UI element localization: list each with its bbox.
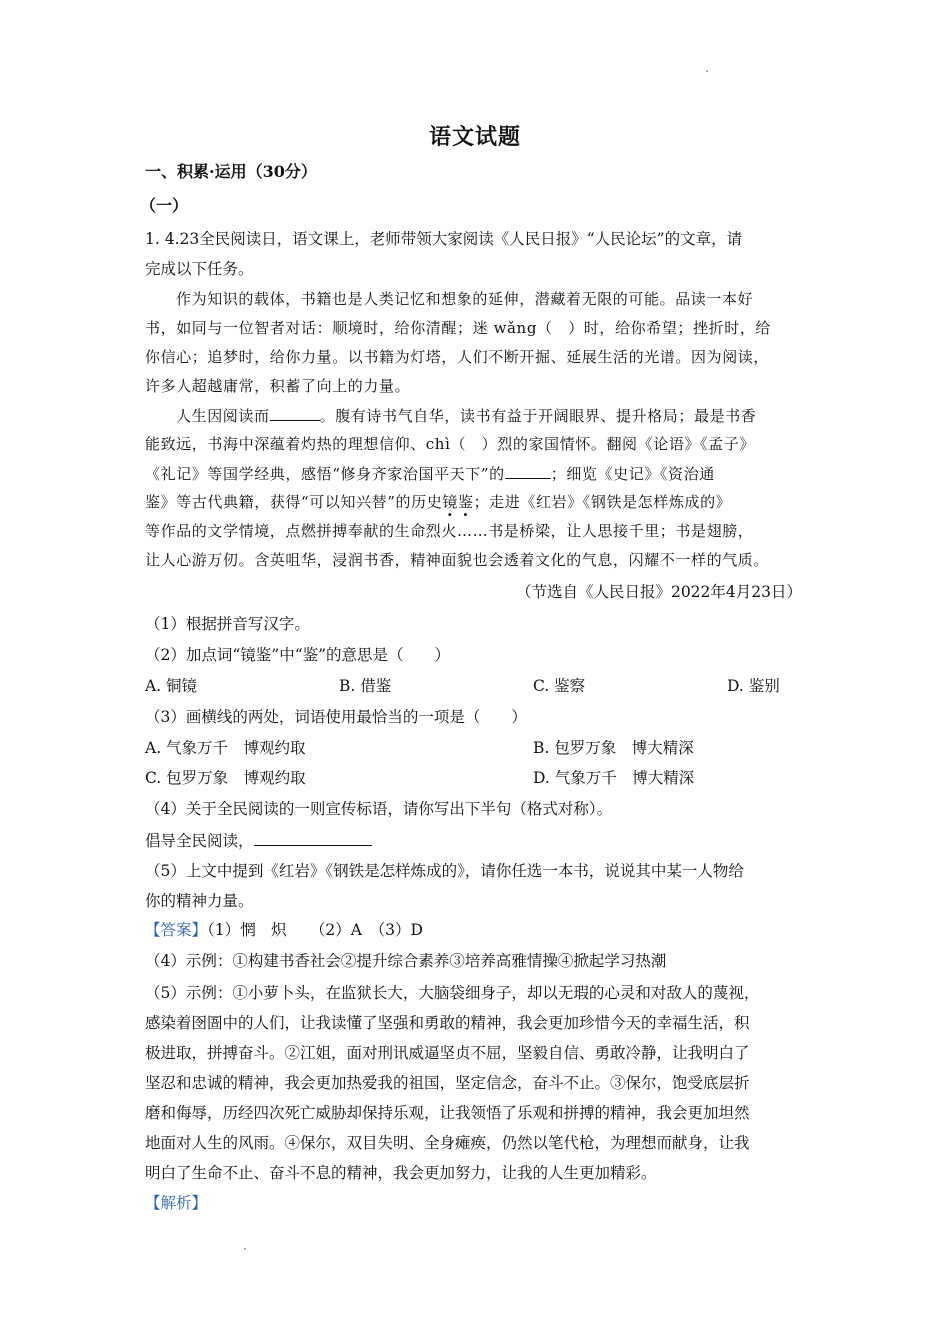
question-1-line-1: 1. 4.23全民阅读日，语文课上，老师带领大家阅读《人民日报》“人民论坛”的文章，请 — [145, 230, 743, 248]
source-citation: （节选自《人民日报》2022年4月23日） — [515, 583, 802, 601]
option-d: D. 鉴别 — [727, 677, 780, 695]
subquestion-1: （1）根据拼音写汉字。 — [145, 615, 310, 633]
answer-text: （1）惘 炽 （2）A （3）D — [207, 921, 423, 939]
answer-5-line-7: 明白了生命不止、奋斗不息的精神，我会更加努力，让我的人生更加精彩。 — [145, 1164, 657, 1182]
passage-p1-line-3: 你信心；追梦时，给你力量。以书籍为灯塔，人们不断开掘、延展生活的光谱。因为阅读， — [145, 348, 770, 366]
slogan-prompt-text: 倡导全民阅读， — [145, 832, 254, 850]
option-c: C. 鉴察 — [533, 677, 586, 695]
fill-blank-1 — [270, 405, 320, 421]
answer-5-line-1: （5）示例：①小萝卜头，在监狱长大，大脑袋细身子，却以无瑕的心灵和对敌人的蔑视， — [145, 984, 760, 1002]
passage-p2-line-1 — [176, 405, 756, 426]
option-b: B. 包罗万象 博大精深 — [533, 739, 694, 757]
passage-p1-line-1: 作为知识的载体，书籍也是人类记忆和想象的延伸，潜藏着无限的可能。品读一本好 — [176, 290, 754, 308]
dotted-char: 镜 — [442, 493, 458, 511]
subquestion-3: （3）画横线的两处，词语使用最恰当的一项是（ ） — [145, 708, 527, 726]
answer-5-line-3: 极进取，拼搏奋斗。②江姐，面对刑讯威逼坚贞不屈，坚毅自信、勇敢冷静，让我明白了 — [145, 1044, 750, 1062]
passage-text: 《礼记》等国学经典，感悟“修身齐家治国平天下”的 — [145, 465, 505, 483]
answer-5-line-5: 磨和侮辱，历经四次死亡威胁却保持乐观，让我领悟了乐观和拼搏的精神，我会更加坦然 — [145, 1104, 750, 1122]
option-d: D. 气象万千 博大精深 — [533, 769, 695, 787]
passage-text: ；走进《红岩》《钢铁是怎样炼成的》 — [473, 493, 732, 511]
dotted-char: 鉴 — [457, 493, 474, 511]
question-1-line-2: 完成以下任务。 — [145, 260, 254, 278]
option-a: A. 气象万千 博观约取 — [145, 739, 306, 757]
slogan-prompt — [145, 830, 372, 851]
section-heading: 一、积累·运用（30分） — [145, 162, 317, 181]
option-a: A. 铜镜 — [145, 677, 198, 695]
page-title: 语文试题 — [428, 124, 521, 150]
subquestion-4: （4）关于全民阅读的一则宣传标语，请你写出下半句（格式对称）。 — [145, 800, 613, 818]
passage-text: ；细览《史记》《资治通 — [550, 465, 715, 483]
analysis-tag: 【解析】 — [145, 1194, 208, 1212]
decor-dot — [706, 70, 708, 72]
passage-p2-line-5: 等作品的文学情境，点燃拼搏奉献的生命烈火……书是桥梁，让人思接千里；书是翅膀， — [145, 522, 754, 540]
passage-text: 。腹有诗书气自华，读书有益于开阔眼界、提升格局；最是书香 — [319, 407, 757, 425]
passage-p1-line-2: 书，如同与一位智者对话：顺境时，给你清醒；迷 wǎng（ ）时，给你希望；挫折时，给 — [145, 319, 772, 337]
slogan-blank — [254, 830, 372, 846]
subquestion-5-line-2: 你的精神力量。 — [145, 892, 254, 910]
answer-line-1 — [145, 920, 423, 940]
option-c: C. 包罗万象 博观约取 — [145, 769, 306, 787]
fill-blank-2 — [505, 463, 551, 479]
answer-4: （4）示例：①构建书香社会②提升综合素养③培养高雅情操④掀起学习热潮 — [145, 952, 667, 970]
passage-text: 鉴》等古代典籍，获得“可以知兴替”的历史 — [145, 493, 443, 511]
decor-dot — [244, 1248, 246, 1250]
option-b: B. 借鉴 — [339, 677, 392, 695]
answer-5-line-2: 感染着囹圄中的人们，让我读懂了坚强和勇敢的精神，我会更加珍惜今天的幸福生活，积 — [145, 1014, 750, 1032]
passage-p2-line-3 — [145, 463, 715, 484]
passage-text: 人生因阅读而 — [176, 407, 270, 425]
part-heading: （一） — [140, 196, 189, 215]
subquestion-2: （2）加点词“镜鉴”中“鉴”的意思是（ ） — [145, 646, 451, 664]
passage-p2-line-6: 让人心游万仞。含英咀华，浸润书香，精神面貌也会透着文化的气息，闪耀不一样的气质。 — [145, 551, 770, 569]
answer-tag: 【答案】 — [145, 921, 208, 939]
passage-p2-line-4 — [145, 492, 731, 512]
subquestion-5-line-1: （5）上文中提到《红岩》《钢铁是怎样炼成的》，请你任选一本书，说说其中某一人物给 — [145, 862, 744, 880]
answer-5-line-6: 地面对人生的风雨。④保尔，双目失明、全身瘫痪，仍然以笔代枪，为理想而献身，让我 — [145, 1134, 750, 1152]
passage-p2-line-2: 能致远，书海中深蕴着灼热的理想信仰、chì（ ）烈的家国情怀。翻阅《论语》《孟子》 — [145, 435, 755, 453]
answer-5-line-4: 坚忍和忠诚的精神，我会更加热爱我的祖国，坚定信念，奋斗不止。③保尔，饱受底层折 — [145, 1074, 750, 1092]
passage-p1-line-4: 许多人超越庸常，积蓄了向上的力量。 — [145, 377, 411, 395]
